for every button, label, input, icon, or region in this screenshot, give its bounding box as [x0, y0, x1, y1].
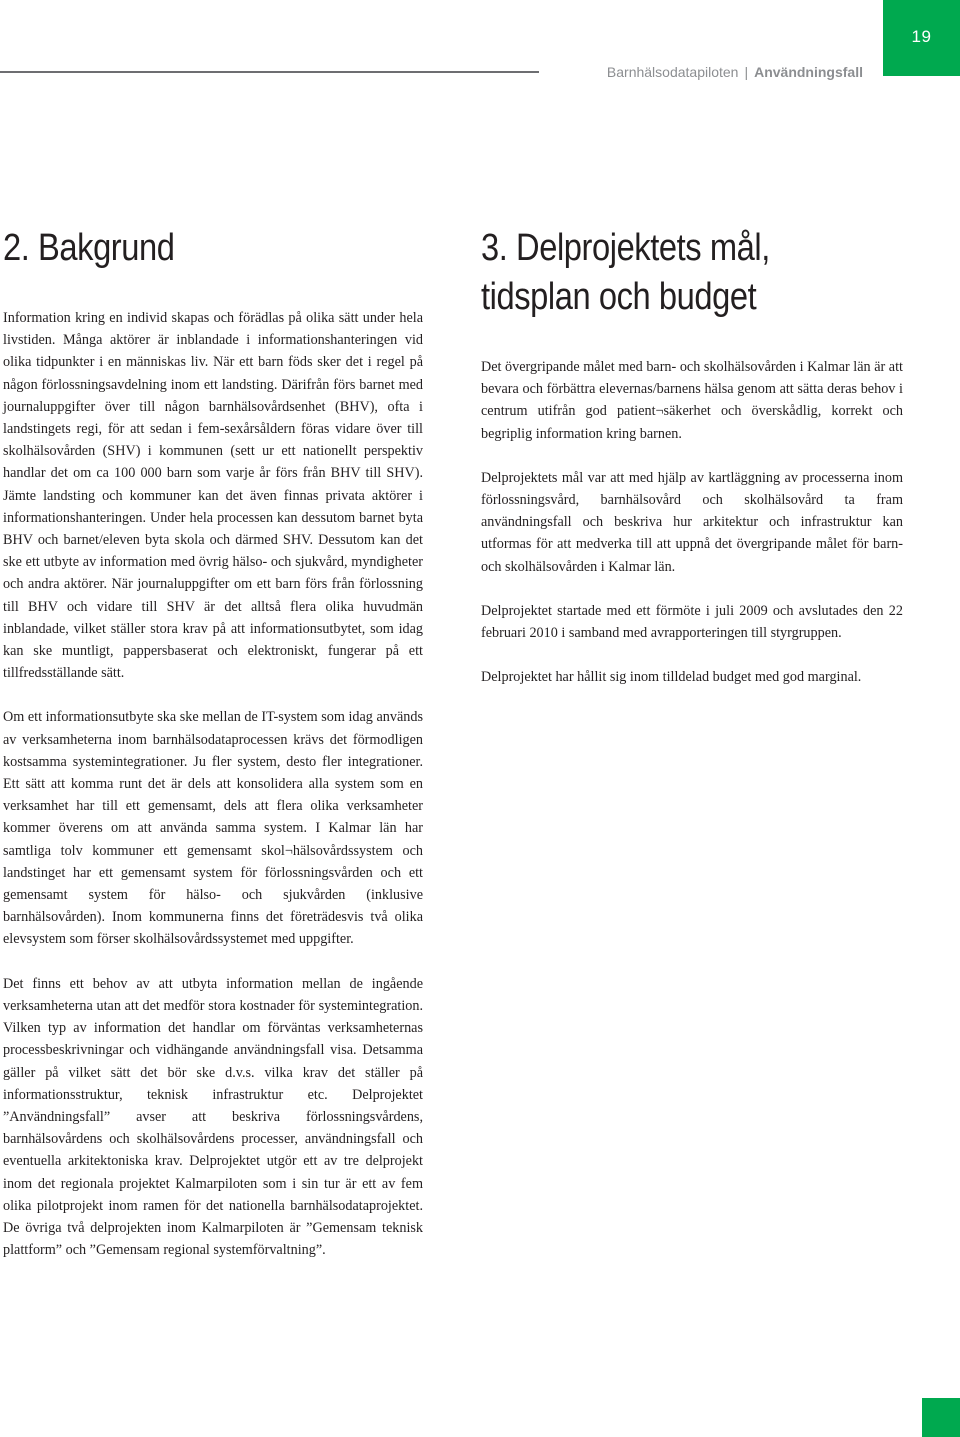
right-column: [481, 356, 903, 688]
publication-name: Barnhälsodatapiloten: [606, 64, 739, 80]
body-paragraph: Delprojektet startade med ett förmöte i juli 2009 och avslutades den 22 februari 2010 i samband med avrapporteringen till styrgruppen.: [481, 602, 903, 642]
body-paragraph: Om ett informationsutbyte ska ske mellan de IT-system som idag används av verksamheterna inom barnhälsodataprocessen krävs det förmodligen kostsamma systemintegrationer. Ju fler system, desto fler integrationer. Ett sätt att komma runt det är dels att konsolidera alla system som en verksamhet har till ett gemensamt, dels att flera olika verksamheter kommer överens om att använda samma system. I Kalmar län har samtliga tolv kommuner ett gemensamt skol¬hälsovårdssystem och landstinget har ett gemensamt system för förlossningsvården och ett gemensamt system för hälso- och sjukvården (inklusive barnhälsovården). Inom kommunerna finns det företrädesvis två olika elevsystem som förser skolhälsovårdssystemet med uppgifter.: [3, 709, 423, 948]
body-paragraph: Det finns ett behov av att utbyta information mellan de ingående verksamheterna utan att det medför stora kostnader för systemintegration. Vilken typ av information det handlar om förväntas verksamheternas processbeskrivningar och vidhängande användningsfall visa. Detsamma gäller på vilket sätt det bör ske d.v.s. vilka krav det ställer på informationsstruktur, teknisk infrastruktur etc. Delprojektet ”Användningsfall” avser att beskriva förlossningsvårdens, barnhälsovårdens och skolhälsovårdens processer, användningsfall och eventuella arkitektoniska krav. Delprojektet utgör ett av tre delprojekt inom det regionala projektet Kalmarpiloten som i sin tur är ett av fem olika pilotprojekt inom ramen för det nationella barnhälsodataprojektet. De övriga två delprojekten inom Kalmarpiloten är ”Gemensam teknisk plattform” och ”Gemensam regional systemförvaltning”.: [3, 975, 423, 1259]
section-title-line: tidsplan och budget: [481, 276, 757, 318]
page-number: 19: [911, 27, 932, 46]
section-name: Användningsfall: [754, 64, 863, 80]
page-number-badge: [883, 0, 960, 76]
corner-accent-block: [922, 1398, 960, 1437]
body-paragraph: Information kring en individ skapas och förädlas på olika sätt under hela livstiden. Många aktörer är inblandade i informationshanteringen vid olika tidpunkter i en människas liv. När ett barn föds sker det i regel på någon förlossningsavdelning inom ett landsting. Därifrån förs barnet med journaluppgifter över till någon barnhälsovårdsenhet (BHV), ofta i landstingets regi, för att sedan i fem-sexårsåldern föras vidare över till skolhälsovården (SHV) i kommunen (sett ur ett nationellt perspektiv handlar det om ca 100 000 barn som varje år förs från BHV till SHV). Jämte landsting och kommuner kan det även finnas privata aktörer i informationshanteringen. Under hela processen kan dessutom barnet byta BHV och barnet/eleven byta skola och därmed SHV. Dessutom kan det ske ett utbyte av information med övrig hälso- och sjukvård, myndigheter och andra aktörer. När journaluppgifter om ett barn förs från förlossning till BHV och vidare till SHV är det alltså flera olika huvudmän inblandade, vilket ställer stora krav på att informationsutbytet, som idag kan ske muntligt, pappersbaserat och elektroniskt, fungerar på ett tillfredsställande sätt.: [3, 310, 423, 682]
running-header: [607, 64, 863, 80]
section-title-delprojektets-mal: [481, 224, 911, 322]
section-title-line: 3. Delprojektets mål,: [481, 227, 770, 269]
left-column: [3, 307, 423, 1261]
header-rule: [0, 71, 539, 73]
body-paragraph: Det övergripande målet med barn- och skolhälsovården i Kalmar län är att bevara och förbättra elevernas/barnens hälsa genom att sätta deras behov i centrum utifrån god patient¬säkerhet och överskådlig, korrekt och begriplig information kring barnen.: [481, 359, 903, 442]
header-separator: |: [744, 64, 749, 80]
section-title-bakgrund: 2. Bakgrund: [3, 227, 175, 269]
body-paragraph: Delprojektet har hållit sig inom tilldelad budget med god marginal.: [481, 669, 862, 686]
body-paragraph: Delprojektets mål var att med hjälp av kartläggning av processerna inom förlossningsvård, barnhälsovård och skolhälsovård ta fram användningsfall och beskriva hur arkitektur och infrastruktur kan utformas för att medverka till att uppnå det övergripande målet för barn- och skolhälsovården i Kalmar län.: [481, 469, 903, 575]
